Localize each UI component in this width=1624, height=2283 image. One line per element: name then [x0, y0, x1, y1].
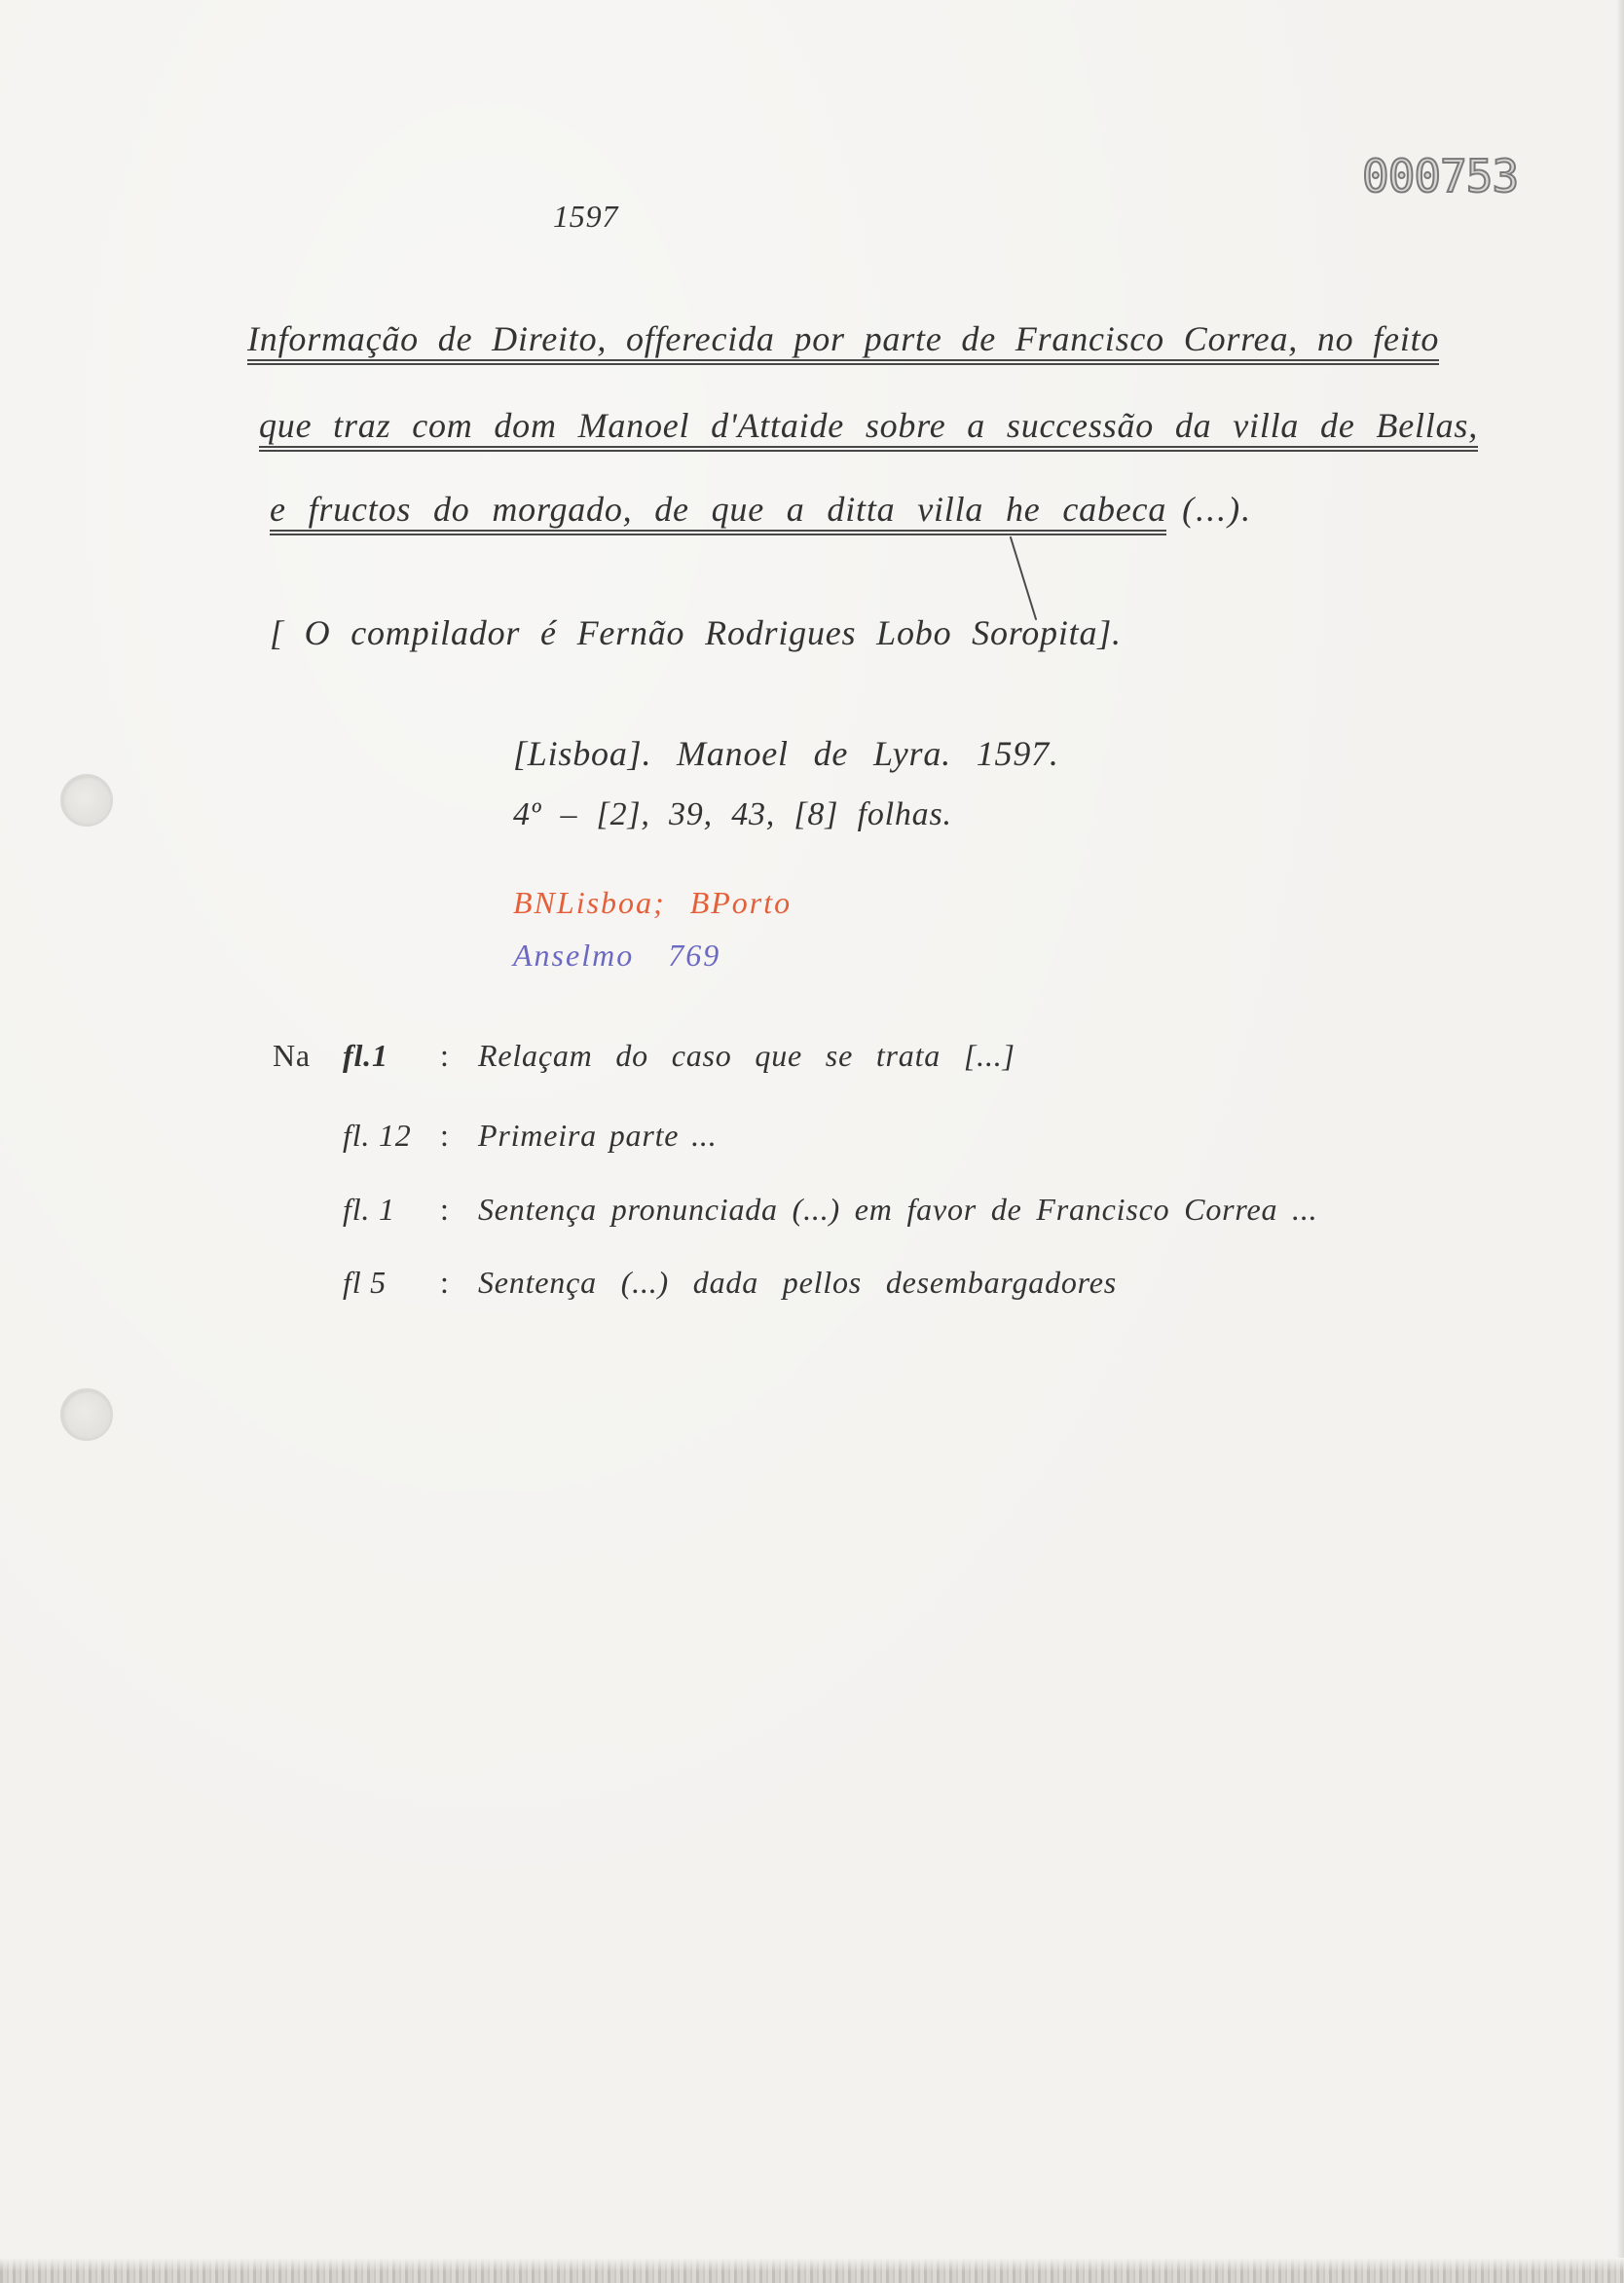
title-line-2-text: que traz com dom Manoel d'Attaide sobre a successão da villa de Bellas, [259, 408, 1478, 452]
stamp-number: 000753 [1362, 150, 1519, 203]
contents-text-4: Sentença (...) dada pellos desembargadores [478, 1265, 1118, 1300]
title-line-3 [270, 492, 1252, 535]
annotation-stroke [1003, 534, 1052, 626]
collation-line: 4º – [2], 39, 43, [8] folhas. [513, 796, 952, 832]
contents-text-2: Primeira parte ... [478, 1118, 718, 1153]
bibliographic-reference: Anselmo 769 [513, 938, 721, 973]
contents-folio-1: fl.1 [343, 1038, 388, 1073]
contents-folio-4: fl 5 [343, 1265, 387, 1300]
contents-text-3: Sentença pronunciada (...) em favor de Francisco Correa ... [478, 1192, 1318, 1227]
title-tail: (...). [1182, 490, 1253, 529]
holdings-libraries: BNLisboa; BPorto [513, 885, 793, 920]
title-line-2 [259, 408, 1478, 452]
imprint-line: [Lisboa]. Manoel de Lyra. 1597. [513, 734, 1059, 773]
contents-separator-4: : [440, 1265, 450, 1300]
title-line-1-text: Informação de Direito, offerecida por parte de Francisco Correa, no feito [247, 321, 1439, 365]
title-line-1 [247, 321, 1439, 365]
contents-prefix: Na [273, 1038, 311, 1073]
paper-bottom-edge [0, 2258, 1624, 2283]
paper-right-edge [1616, 0, 1624, 2283]
punch-hole-lower [60, 1388, 113, 1441]
contents-folio-3: fl. 1 [343, 1192, 395, 1227]
contents-separator-3: : [440, 1192, 450, 1227]
punch-hole-upper [60, 774, 113, 827]
contents-separator-1: : [440, 1038, 450, 1073]
year-heading: 1597 [553, 199, 619, 234]
contents-text-1: Relaçam do caso que se trata [...] [478, 1038, 1015, 1073]
title-line-3-text: e fructos do morgado, de que a ditta villa he cabeca [270, 492, 1166, 535]
contents-separator-2: : [440, 1118, 450, 1153]
compiler-note: [ O compilador é Fernão Rodrigues Lobo Soropita]. [270, 613, 1122, 652]
contents-folio-2: fl. 12 [343, 1118, 412, 1153]
